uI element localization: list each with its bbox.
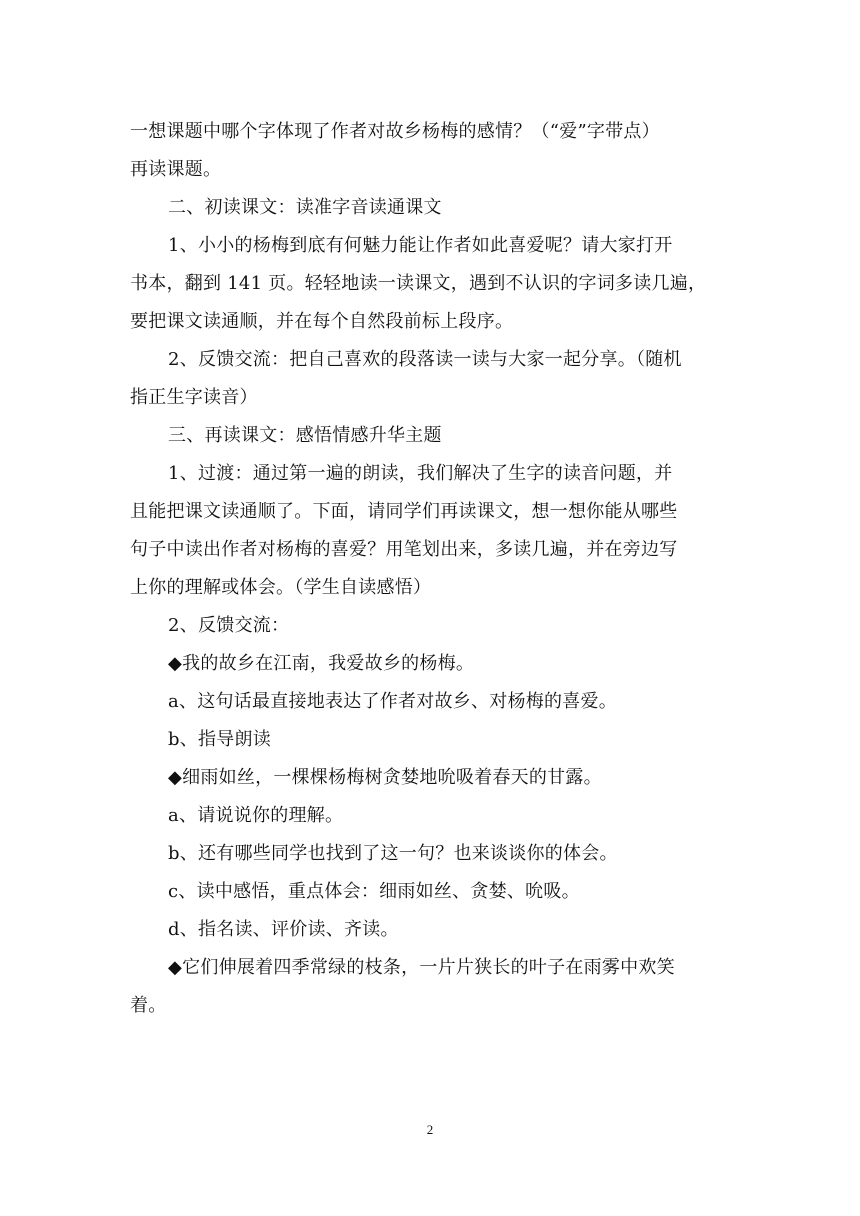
document-body [130, 113, 730, 1025]
list-item: c、读中感悟，重点体会：细雨如丝、贪婪、吮吸。 [168, 881, 580, 902]
list-item: a、请说说你的理解。 [168, 805, 344, 826]
text-line: 再读课题。 [130, 159, 222, 180]
text-line: 2、反馈交流： [168, 615, 290, 636]
list-item: a、这句话最直接地表达了作者对故乡、对杨梅的喜爱。 [168, 691, 617, 712]
text-line: 1、小小的杨梅到底有何魅力能让作者如此喜爱呢？请大家打开 [168, 235, 673, 256]
page-number: 2 [426, 1122, 434, 1137]
text-line: 书本，翻到 141 页。轻轻地读一读课文，遇到不认识的字词多读几遍， [130, 273, 707, 294]
section-heading: 三、再读课文：感悟情感升华主题 [168, 425, 442, 446]
text-line: 要把课文读通顺，并在每个自然段前标上段序。 [130, 311, 514, 332]
text-line: 一想课题中哪个字体现了作者对故乡杨梅的感情？（“爱”字带点） [130, 121, 660, 142]
text-line: 句子中读出作者对杨梅的喜爱？用笔划出来，多读几遍，并在旁边写 [130, 539, 678, 560]
list-item: d、指名读、评价读、齐读。 [168, 919, 399, 940]
text-line: 且能把课文读通顺了。下面，请同学们再读课文，想一想你能从哪些 [130, 501, 678, 522]
list-item: b、还有哪些同学也找到了这一句？也来谈谈你的体会。 [168, 843, 618, 864]
bullet-quote: ◆它们伸展着四季常绿的枝条，一片片狭长的叶子在雨雾中欢笑 [168, 957, 675, 978]
bullet-quote: ◆我的故乡在江南，我爱故乡的杨梅。 [168, 653, 475, 674]
bullet-quote: ◆细雨如丝，一棵棵杨梅树贪婪地吮吸着春天的甘露。 [168, 767, 602, 788]
text-line: 指正生字读音） [130, 387, 258, 408]
list-item: b、指导朗读 [168, 729, 272, 750]
text-line: 上你的理解或体会。（学生自读感悟） [130, 577, 432, 598]
text-line: 着。 [130, 995, 167, 1016]
text-line: 2、反馈交流：把自己喜欢的段落读一读与大家一起分享。（随机 [168, 349, 682, 370]
text-line: 1、过渡：通过第一遍的朗读，我们解决了生字的读音问题，并 [168, 463, 673, 484]
section-heading: 二、初读课文：读准字音读通课文 [168, 197, 442, 218]
